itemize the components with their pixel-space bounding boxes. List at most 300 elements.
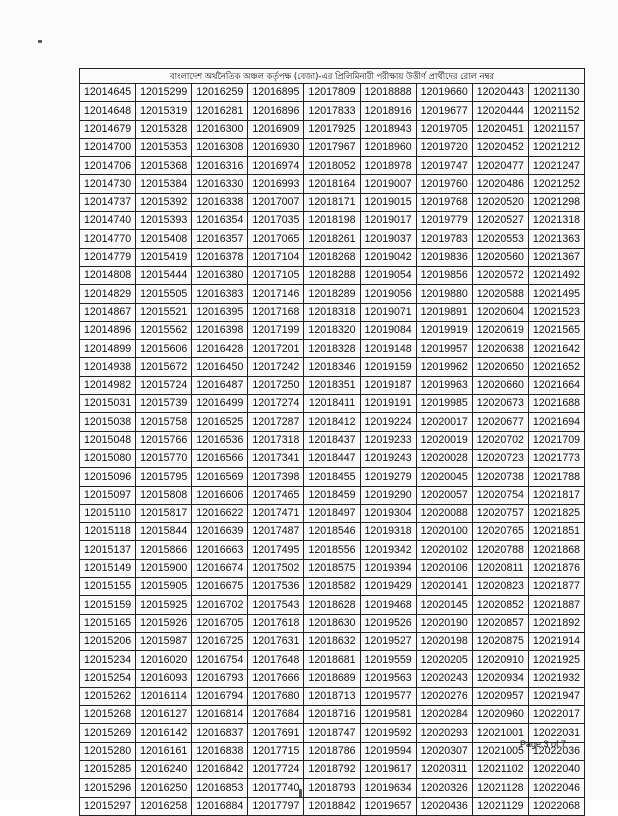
roll-number-cell: 12018716 (304, 706, 360, 724)
roll-number-cell: 12017199 (248, 321, 304, 339)
roll-number-cell: 12014779 (80, 248, 136, 266)
roll-number-cell: 12015285 (80, 760, 136, 778)
roll-number-cell: 12015159 (80, 596, 136, 614)
roll-number-cell: 12015297 (80, 797, 136, 815)
roll-number-cell: 12019919 (416, 321, 472, 339)
table-row (80, 504, 585, 522)
roll-number-cell: 12018575 (304, 559, 360, 577)
roll-number-cell: 12021817 (528, 486, 584, 504)
roll-number-cell: 12015097 (80, 486, 136, 504)
roll-number-cell: 12019783 (416, 230, 472, 248)
roll-number-cell: 12019836 (416, 248, 472, 266)
roll-number-cell: 12015770 (136, 449, 192, 467)
roll-number-cell: 12019243 (360, 449, 416, 467)
roll-number-cell: 12016909 (248, 120, 304, 138)
roll-number-cell: 12021773 (528, 449, 584, 467)
roll-number-cell: 12020660 (472, 376, 528, 394)
roll-number-cell: 12020276 (416, 687, 472, 705)
roll-number-cell: 12021887 (528, 596, 584, 614)
roll-number-cell: 12014938 (80, 358, 136, 376)
roll-number-cell: 12021688 (528, 395, 584, 413)
roll-number-cell: 12015925 (136, 596, 192, 614)
roll-number-cell: 12019015 (360, 193, 416, 211)
table-row (80, 157, 585, 175)
roll-number-cell: 12019594 (360, 742, 416, 760)
table-row (80, 687, 585, 705)
roll-number-cell: 12021128 (472, 779, 528, 797)
roll-number-cell: 12016127 (136, 706, 192, 724)
roll-number-cell: 12019007 (360, 175, 416, 193)
table-row (80, 742, 585, 760)
roll-number-cell: 12017536 (248, 578, 304, 596)
roll-number-cell: 12016842 (192, 760, 248, 778)
roll-number-cell: 12018546 (304, 523, 360, 541)
roll-number-cell: 12017502 (248, 559, 304, 577)
roll-number-cell: 12015672 (136, 358, 192, 376)
roll-number-cell: 12018346 (304, 358, 360, 376)
roll-number-cell: 12015739 (136, 395, 192, 413)
table-row (80, 486, 585, 504)
roll-number-cell: 12017035 (248, 212, 304, 230)
roll-number-cell: 12014770 (80, 230, 136, 248)
roll-number-cell: 12018411 (304, 395, 360, 413)
roll-number-cell: 12018261 (304, 230, 360, 248)
table-row (80, 669, 585, 687)
roll-number-cell: 12021694 (528, 413, 584, 431)
table-row (80, 779, 585, 797)
table-row (80, 431, 585, 449)
roll-number-cell: 12016838 (192, 742, 248, 760)
roll-number-cell: 12016395 (192, 303, 248, 321)
roll-number-cell: 12021947 (528, 687, 584, 705)
roll-number-cell: 12016499 (192, 395, 248, 413)
roll-number-cell: 12016884 (192, 797, 248, 815)
roll-number-cell: 12016250 (136, 779, 192, 797)
roll-number-cell: 12017648 (248, 651, 304, 669)
roll-number-cell: 12017833 (304, 102, 360, 120)
roll-number-cell: 12018164 (304, 175, 360, 193)
roll-number-cell: 12021252 (528, 175, 584, 193)
roll-number-cell: 12019768 (416, 193, 472, 211)
roll-number-cell: 12021932 (528, 669, 584, 687)
table-row (80, 760, 585, 778)
roll-number-cell: 12017007 (248, 193, 304, 211)
roll-number-cell: 12020486 (472, 175, 528, 193)
roll-number-cell: 12019056 (360, 285, 416, 303)
roll-number-cell: 12015905 (136, 578, 192, 596)
roll-number-cell: 12016338 (192, 193, 248, 211)
roll-number-cell: 12015268 (80, 706, 136, 724)
roll-number-cell: 12014730 (80, 175, 136, 193)
roll-number-cell: 12020823 (472, 578, 528, 596)
roll-number-cell: 12020284 (416, 706, 472, 724)
roll-number-cell: 12014648 (80, 102, 136, 120)
roll-number-cell: 12020875 (472, 632, 528, 650)
roll-number-cell: 12016525 (192, 413, 248, 431)
roll-number-cell: 12016380 (192, 266, 248, 284)
roll-number-cell: 12015280 (80, 742, 136, 760)
roll-number-cell: 12020638 (472, 340, 528, 358)
roll-number-cell: 12022017 (528, 706, 584, 724)
roll-number-cell: 12017809 (304, 84, 360, 102)
roll-number-cell: 12016357 (192, 230, 248, 248)
roll-number-cell: 12017680 (248, 687, 304, 705)
roll-number-cell: 12021001 (472, 724, 528, 742)
roll-number-cell: 12016675 (192, 578, 248, 596)
roll-number-cell: 12018268 (304, 248, 360, 266)
roll-number-cell: 12018632 (304, 632, 360, 650)
roll-number-cell: 12015392 (136, 193, 192, 211)
roll-number-cell: 12016093 (136, 669, 192, 687)
roll-number-cell: 12017104 (248, 248, 304, 266)
roll-number-cell: 12015254 (80, 669, 136, 687)
roll-number-cell: 12015817 (136, 504, 192, 522)
roll-number-cell: 12016622 (192, 504, 248, 522)
roll-number-cell: 12019856 (416, 266, 472, 284)
roll-number-cell: 12016930 (248, 138, 304, 156)
roll-number-cell: 12019963 (416, 376, 472, 394)
roll-number-cell: 12017495 (248, 541, 304, 559)
roll-number-cell: 12017398 (248, 468, 304, 486)
roll-number-cell: 12016450 (192, 358, 248, 376)
roll-number-cell: 12015155 (80, 578, 136, 596)
roll-number-cell: 12021367 (528, 248, 584, 266)
roll-number-cell: 12014829 (80, 285, 136, 303)
roll-number-cell: 12019880 (416, 285, 472, 303)
roll-number-cell: 12014896 (80, 321, 136, 339)
roll-number-cell: 12020738 (472, 468, 528, 486)
roll-number-cell: 12019985 (416, 395, 472, 413)
roll-number-cell: 12018556 (304, 541, 360, 559)
table-row (80, 413, 585, 431)
roll-number-cell: 12018842 (304, 797, 360, 815)
table-row (80, 596, 585, 614)
roll-number-cell: 12016020 (136, 651, 192, 669)
table-title: বাংলাদেশ অর্থনৈতিক অঞ্চল কর্তৃপক্ষ (বেজা)-এর প্রিলিমিনারী পরীক্ষায় উত্তীর্ণ প্রার্থীদের রোল নম্বর (80, 69, 585, 84)
roll-number-cell: 12014982 (80, 376, 136, 394)
roll-number-cell: 12021247 (528, 157, 584, 175)
roll-number-table (79, 68, 585, 816)
roll-number-cell: 12015926 (136, 614, 192, 632)
roll-number-cell: 12018747 (304, 724, 360, 742)
roll-number-cell: 12017543 (248, 596, 304, 614)
roll-number-cell: 12020560 (472, 248, 528, 266)
roll-number-cell: 12020677 (472, 413, 528, 431)
roll-number-cell: 12021130 (528, 84, 584, 102)
roll-number-cell: 12015795 (136, 468, 192, 486)
roll-number-cell: 12020443 (472, 84, 528, 102)
roll-number-cell: 12016814 (192, 706, 248, 724)
roll-number-cell: 12020857 (472, 614, 528, 632)
roll-number-cell: 12016663 (192, 541, 248, 559)
roll-number-cell: 12018978 (360, 157, 416, 175)
table-row (80, 614, 585, 632)
roll-number-cell: 12016142 (136, 724, 192, 742)
table-row (80, 358, 585, 376)
table-row (80, 449, 585, 467)
table-row (80, 541, 585, 559)
roll-number-cell: 12019394 (360, 559, 416, 577)
table-row (80, 120, 585, 138)
roll-number-cell: 12015562 (136, 321, 192, 339)
roll-number-cell: 12015724 (136, 376, 192, 394)
roll-number-cell: 12015521 (136, 303, 192, 321)
roll-number-cell: 12018351 (304, 376, 360, 394)
roll-number-cell: 12020100 (416, 523, 472, 541)
table-row (80, 266, 585, 284)
roll-number-cell: 12016853 (192, 779, 248, 797)
roll-number-cell: 12020017 (416, 413, 472, 431)
roll-number-cell: 12019527 (360, 632, 416, 650)
roll-number-cell: 12020326 (416, 779, 472, 797)
roll-number-cell: 12015328 (136, 120, 192, 138)
roll-number-cell: 12020057 (416, 486, 472, 504)
roll-number-cell: 12015262 (80, 687, 136, 705)
roll-number-cell: 12019660 (416, 84, 472, 102)
roll-number-cell: 12018786 (304, 742, 360, 760)
roll-number-cell: 12019318 (360, 523, 416, 541)
roll-number-cell: 12020723 (472, 449, 528, 467)
roll-number-cell: 12019279 (360, 468, 416, 486)
roll-number-cell: 12018052 (304, 157, 360, 175)
roll-number-cell: 12016281 (192, 102, 248, 120)
roll-number-cell: 12021868 (528, 541, 584, 559)
roll-number-cell: 12020650 (472, 358, 528, 376)
roll-number-cell: 12020045 (416, 468, 472, 486)
roll-number-cell: 12015408 (136, 230, 192, 248)
roll-number-cell: 12021652 (528, 358, 584, 376)
roll-number-cell: 12018792 (304, 760, 360, 778)
roll-number-cell: 12020910 (472, 651, 528, 669)
table-row (80, 193, 585, 211)
roll-number-cell: 12016354 (192, 212, 248, 230)
roll-number-cell: 12015368 (136, 157, 192, 175)
roll-number-cell: 12019705 (416, 120, 472, 138)
roll-number-cell: 12017797 (248, 797, 304, 815)
roll-number-cell: 12016259 (192, 84, 248, 102)
roll-number-cell: 12020765 (472, 523, 528, 541)
table-row (80, 175, 585, 193)
roll-number-cell: 12020307 (416, 742, 472, 760)
roll-number-cell: 12016606 (192, 486, 248, 504)
roll-number-cell: 12015987 (136, 632, 192, 650)
roll-number-cell: 12019677 (416, 102, 472, 120)
roll-number-cell: 12017684 (248, 706, 304, 724)
roll-number-cell: 12015808 (136, 486, 192, 504)
roll-number-cell: 12021363 (528, 230, 584, 248)
roll-number-cell: 12020757 (472, 504, 528, 522)
roll-number-cell: 12020520 (472, 193, 528, 211)
roll-number-cell: 12018171 (304, 193, 360, 211)
roll-number-cell: 12017740 (248, 779, 304, 797)
roll-number-cell: 12020588 (472, 285, 528, 303)
roll-number-cell: 12016639 (192, 523, 248, 541)
table-row (80, 376, 585, 394)
roll-number-cell: 12021565 (528, 321, 584, 339)
page-number: Page 3 of 7 (519, 739, 566, 749)
roll-number-cell: 12020102 (416, 541, 472, 559)
roll-number-cell: 12017287 (248, 413, 304, 431)
roll-number-cell: 12020019 (416, 431, 472, 449)
roll-number-cell: 12019342 (360, 541, 416, 559)
roll-number-cell: 12019957 (416, 340, 472, 358)
roll-number-cell: 12019084 (360, 321, 416, 339)
roll-number-cell: 12019760 (416, 175, 472, 193)
roll-number-cell: 12016114 (136, 687, 192, 705)
roll-number-cell: 12019563 (360, 669, 416, 687)
roll-number-cell: 12015299 (136, 84, 192, 102)
roll-number-cell: 12014808 (80, 266, 136, 284)
roll-number-cell: 12016428 (192, 340, 248, 358)
roll-number-cell: 12017341 (248, 449, 304, 467)
table-row (80, 84, 585, 102)
roll-number-cell: 12021825 (528, 504, 584, 522)
roll-number-cell: 12017465 (248, 486, 304, 504)
roll-number-cell: 12019468 (360, 596, 416, 614)
roll-number-cell: 12020451 (472, 120, 528, 138)
roll-number-cell: 12015319 (136, 102, 192, 120)
roll-number-cell: 12019891 (416, 303, 472, 321)
roll-number-cell: 12020293 (416, 724, 472, 742)
roll-number-cell: 12016993 (248, 175, 304, 193)
roll-number-cell: 12022031 (528, 724, 584, 742)
roll-number-cell: 12015393 (136, 212, 192, 230)
roll-number-cell: 12014679 (80, 120, 136, 138)
roll-number-cell: 12015866 (136, 541, 192, 559)
roll-number-cell: 12017146 (248, 285, 304, 303)
roll-number-cell: 12016705 (192, 614, 248, 632)
roll-number-cell: 12019233 (360, 431, 416, 449)
roll-number-cell: 12015048 (80, 431, 136, 449)
roll-number-cell: 12016896 (248, 102, 304, 120)
roll-number-cell: 12019429 (360, 578, 416, 596)
roll-number-cell: 12020960 (472, 706, 528, 724)
roll-number-cell: 12021102 (472, 760, 528, 778)
roll-number-cell: 12014867 (80, 303, 136, 321)
roll-number-cell: 12019617 (360, 760, 416, 778)
roll-number-cell: 12019559 (360, 651, 416, 669)
roll-number-cell: 12016330 (192, 175, 248, 193)
roll-number-cell: 12018713 (304, 687, 360, 705)
roll-number-cell: 12019187 (360, 376, 416, 394)
roll-number-cell: 12019657 (360, 797, 416, 815)
roll-number-cell: 12015234 (80, 651, 136, 669)
roll-number-cell: 12016398 (192, 321, 248, 339)
roll-number-cell: 12016161 (136, 742, 192, 760)
roll-number-cell: 12015900 (136, 559, 192, 577)
roll-number-cell: 12019054 (360, 266, 416, 284)
table-row (80, 468, 585, 486)
roll-number-cell: 12020436 (416, 797, 472, 815)
table-row (80, 285, 585, 303)
roll-number-cell: 12015384 (136, 175, 192, 193)
roll-number-cell: 12021914 (528, 632, 584, 650)
roll-number-cell: 12020673 (472, 395, 528, 413)
roll-number-cell: 12017242 (248, 358, 304, 376)
roll-number-cell: 12014706 (80, 157, 136, 175)
roll-number-cell: 12017201 (248, 340, 304, 358)
roll-number-cell: 12021298 (528, 193, 584, 211)
roll-number-cell: 12019779 (416, 212, 472, 230)
roll-number-cell: 12015118 (80, 523, 136, 541)
table-header-row (80, 69, 585, 84)
roll-number-cell: 12016793 (192, 669, 248, 687)
roll-number-cell: 12019962 (416, 358, 472, 376)
roll-number-cell: 12020619 (472, 321, 528, 339)
roll-number-cell: 12021642 (528, 340, 584, 358)
roll-number-cell: 12017925 (304, 120, 360, 138)
roll-number-cell: 12016974 (248, 157, 304, 175)
roll-number-cell: 12014740 (80, 212, 136, 230)
roll-number-cell: 12018582 (304, 578, 360, 596)
table-row (80, 559, 585, 577)
roll-number-cell: 12021851 (528, 523, 584, 541)
table-row (80, 212, 585, 230)
roll-number-cell: 12017618 (248, 614, 304, 632)
roll-number-cell: 12016569 (192, 468, 248, 486)
roll-number-cell: 12019191 (360, 395, 416, 413)
table-row (80, 321, 585, 339)
table-row (80, 578, 585, 596)
roll-number-cell: 12021876 (528, 559, 584, 577)
roll-number-cell: 12016258 (136, 797, 192, 815)
roll-number-cell: 12017666 (248, 669, 304, 687)
table-row (80, 230, 585, 248)
table-row (80, 102, 585, 120)
table-row (80, 395, 585, 413)
roll-number-cell: 12017318 (248, 431, 304, 449)
roll-number-cell: 12021664 (528, 376, 584, 394)
roll-number-cell: 12020444 (472, 102, 528, 120)
table-row (80, 706, 585, 724)
roll-number-cell: 12018320 (304, 321, 360, 339)
roll-number-cell: 12021005 (472, 742, 528, 760)
roll-number-cell: 12016536 (192, 431, 248, 449)
roll-number-cell: 12015844 (136, 523, 192, 541)
roll-number-cell: 12018793 (304, 779, 360, 797)
roll-number-cell: 12017168 (248, 303, 304, 321)
roll-number-cell: 12020205 (416, 651, 472, 669)
roll-number-cell: 12020702 (472, 431, 528, 449)
roll-number-cell: 12019071 (360, 303, 416, 321)
roll-number-cell: 12016308 (192, 138, 248, 156)
roll-number-cell: 12017691 (248, 724, 304, 742)
roll-number-cell: 12016837 (192, 724, 248, 742)
roll-number-cell: 12015606 (136, 340, 192, 358)
roll-number-cell: 12015096 (80, 468, 136, 486)
roll-number-cell: 12017724 (248, 760, 304, 778)
roll-number-cell: 12018628 (304, 596, 360, 614)
roll-number-cell: 12021495 (528, 285, 584, 303)
roll-number-cell: 12019304 (360, 504, 416, 522)
roll-number-cell: 12021152 (528, 102, 584, 120)
roll-number-cell: 12021788 (528, 468, 584, 486)
roll-number-cell: 12016725 (192, 632, 248, 650)
roll-number-cell: 12020527 (472, 212, 528, 230)
roll-number-cell: 12021877 (528, 578, 584, 596)
roll-number-cell: 12020957 (472, 687, 528, 705)
roll-number-cell: 12018437 (304, 431, 360, 449)
roll-number-cell: 12020604 (472, 303, 528, 321)
roll-number-cell: 12018630 (304, 614, 360, 632)
roll-number-cell: 12014737 (80, 193, 136, 211)
roll-number-cell: 12020190 (416, 614, 472, 632)
roll-number-cell: 12015758 (136, 413, 192, 431)
roll-number-cell: 12020198 (416, 632, 472, 650)
roll-number-cell: 12016378 (192, 248, 248, 266)
roll-number-cell: 12016895 (248, 84, 304, 102)
roll-number-cell: 12015296 (80, 779, 136, 797)
